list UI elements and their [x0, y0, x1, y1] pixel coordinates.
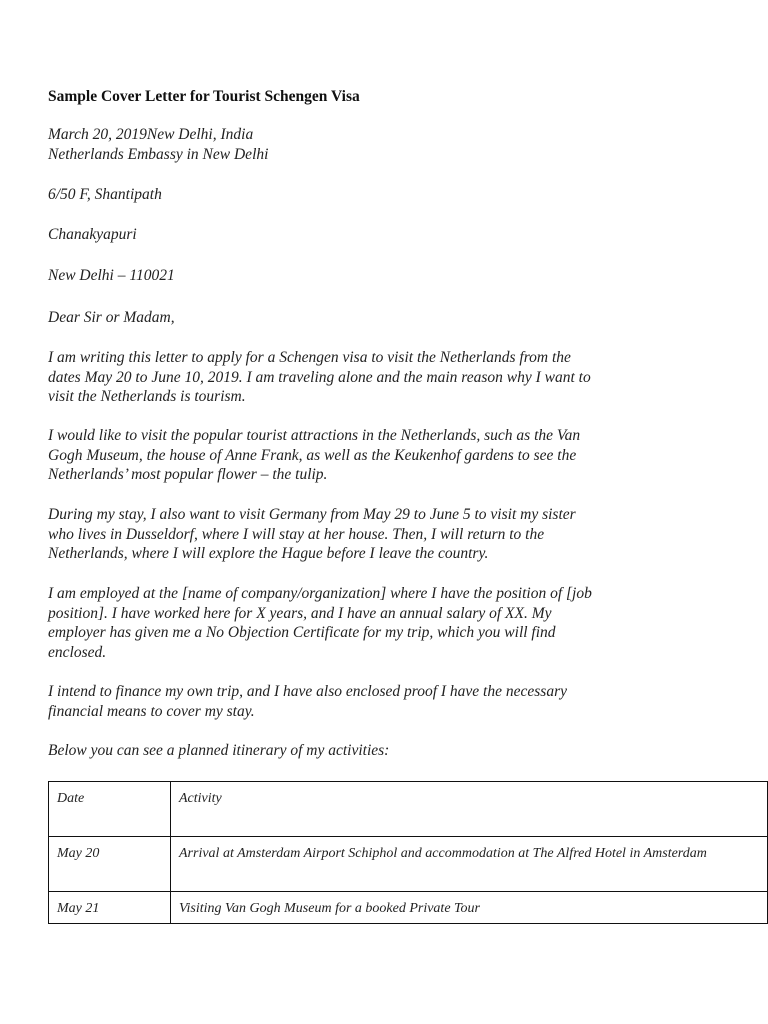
table-header-row: [49, 782, 768, 837]
itinerary-table: [48, 781, 768, 924]
paragraph-employment: [48, 584, 688, 662]
paragraph-line: Gogh Museum, the house of Anne Frank, as well as the Keukenhof gardens to see the: [48, 446, 577, 464]
paragraph-line: Below you can see a planned itinerary of my activities:: [48, 742, 390, 759]
salutation: Dear Sir or Madam,: [48, 309, 175, 326]
table-cell-date: May 21: [49, 892, 171, 924]
paragraph-line: I am employed at the [name of company/organization] where I have the position of [job: [48, 585, 592, 602]
paragraph-line: Netherlands, where I will explore the Hague before I leave the country.: [48, 545, 489, 562]
paragraph-line: During my stay, I also want to visit Germany from May 29 to June 5 to visit my sister: [48, 506, 576, 523]
paragraph-line: I am writing this letter to apply for a Schengen visa to visit the Netherlands from the: [48, 349, 571, 366]
date-location-line: March 20, 2019New Delhi, India: [48, 126, 254, 143]
paragraph-line: employer has given me a No Objection Certificate for my trip, which you will find: [48, 624, 556, 641]
table-row: [49, 837, 768, 892]
sender-block: [48, 125, 268, 164]
document-title: Sample Cover Letter for Tourist Schengen Visa: [48, 88, 360, 105]
paragraph-germany-visit: [48, 505, 688, 564]
paragraph-line: financial means to cover my stay.: [48, 702, 255, 720]
table-header-activity: Activity: [171, 782, 768, 837]
table-cell-activity: Arrival at Amsterdam Airport Schiphol and accommodation at The Alfred Hotel in Amsterdam: [171, 837, 768, 892]
paragraph-line: position]. I have worked here for X years, and I have an annual salary of XX. My: [48, 604, 552, 622]
paragraph-finance: [48, 682, 688, 721]
paragraph-line: Netherlands’ most popular flower – the tulip.: [48, 466, 328, 483]
table-header-date: Date: [49, 782, 171, 837]
address-line-3: New Delhi – 110021: [48, 267, 175, 284]
table-cell-date: May 20: [49, 837, 171, 892]
paragraph-line: who lives in Dusseldorf, where I will stay at her house. Then, I will return to the: [48, 525, 545, 543]
paragraph-line: dates May 20 to June 10, 2019. I am traveling alone and the main reason why I want to: [48, 368, 591, 386]
paragraph-line: enclosed.: [48, 643, 107, 661]
paragraph-attractions: [48, 426, 688, 485]
paragraph-line: I intend to finance my own trip, and I have also enclosed proof I have the necessary: [48, 683, 567, 700]
table-row: [49, 892, 768, 924]
address-line-2: Chanakyapuri: [48, 226, 137, 243]
address-line-1: 6/50 F, Shantipath: [48, 186, 162, 203]
paragraph-line: visit the Netherlands is tourism.: [48, 388, 246, 405]
table-cell-activity: Visiting Van Gogh Museum for a booked Private Tour: [171, 892, 768, 924]
paragraph-itinerary-intro: [48, 741, 688, 761]
paragraph-line: I would like to visit the popular tourist attractions in the Netherlands, such as the Van: [48, 427, 581, 444]
recipient-line: Netherlands Embassy in New Delhi: [48, 145, 269, 163]
paragraph-purpose: [48, 348, 688, 407]
